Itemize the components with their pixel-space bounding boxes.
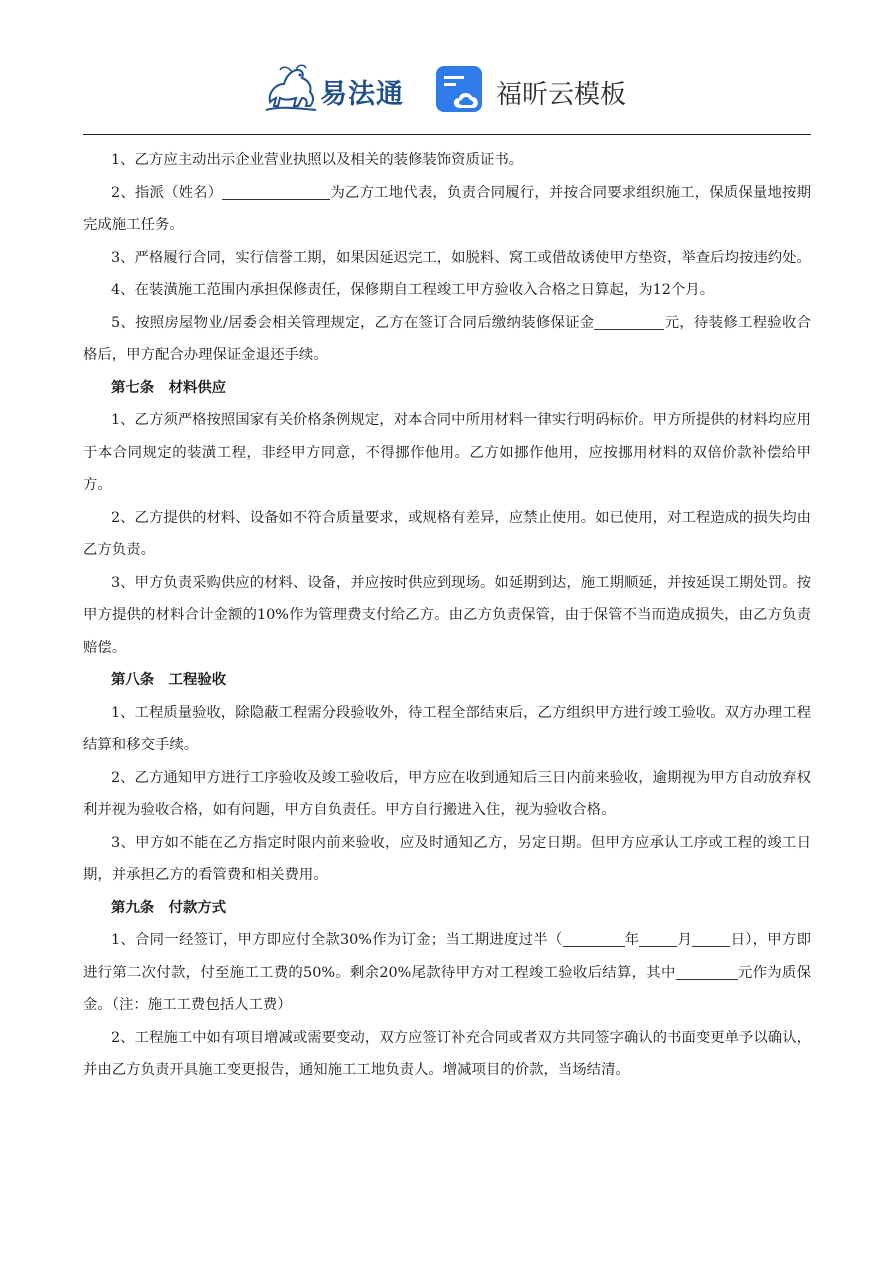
- clause6-item2: [83, 177, 811, 242]
- clause8-heading: 第八条 工程验收: [111, 671, 227, 688]
- day-blank[interactable]: [692, 930, 730, 947]
- item9-1-end: 元作为质保金。（注：施工工费包括人工费）: [83, 964, 811, 1013]
- clause9-heading: 第九条 付款方式: [111, 898, 227, 916]
- contract-body: [83, 144, 811, 1087]
- clause6-item4: 4、在装潢施工范围内承担保修责任，保修期自工程竣工甲方验收入合格之日算起，为12个月。: [111, 282, 715, 298]
- clause8-item1: 1、工程质量验收，除隐蔽工程需分段验收外，待工程全部结束后，乙方组织甲方进行竣工验收。双方办理工程结算和移交手续。: [83, 704, 811, 753]
- item5-lead: 5、按照房屋物业/居委会相关管理规定，乙方在签订合同后缴纳装修保证金: [111, 314, 595, 331]
- clause8-item2: 2、乙方通知甲方进行工序验收及竣工验收后，甲方应在收到通知后三日内前来验收，逾期视为甲方自动放弃权利并视为验收合格，如有问题，甲方自负责任。甲方自行搬进入住，视为验收合格。: [83, 769, 811, 818]
- clause6-item3: 3、严格履行合同，实行信誉工期，如果因延迟完工，如脱料、窝工或借故诱使甲方垫资，举查后均按违约处。: [111, 249, 811, 266]
- representative-name-blank[interactable]: [222, 183, 330, 200]
- deposit-amount-blank[interactable]: [594, 313, 664, 330]
- clause7-item2: 2、乙方提供的材料、设备如不符合质量要求，或规格有差异，应禁止使用。如已使用，对工程造成的损失均由乙方负责。: [83, 509, 811, 558]
- item2-rest: 为乙方工地代表，负责合同履行，并按合同要求组织施工，保质保量地按期完成施工任务。: [83, 184, 811, 233]
- foxit-cloud-template-logo: [434, 62, 634, 118]
- clause7-item1: 1、乙方须严格按照国家有关价格条例规定，对本合同中所用材料一律实行明码标价。甲方所提供的材料均应用于本合同规定的装潢工程，非经甲方同意，不得挪作他用。乙方如挪作他用，应按挪用材料的双倍价款补偿给甲方。: [83, 412, 811, 493]
- clause8-item3: 3、甲方如不能在乙方指定时限内前来验收，应及时通知乙方，另定日期。但甲方应承认工序或工程的竣工日期，并承担乙方的看管费和相关费用。: [83, 834, 811, 883]
- horse-emblem-icon: [262, 62, 320, 118]
- header-divider: [83, 134, 811, 135]
- item2-lead: 2、指派（姓名）: [111, 184, 223, 201]
- month-label: 月: [677, 932, 693, 948]
- item5-rest: 元，待装修工程验收合格后，甲方配合办理保证金退还手续。: [83, 314, 811, 363]
- year-label: 年: [624, 932, 640, 948]
- logo2-text: 福昕云模板: [496, 80, 627, 110]
- item9-1-lead: 1、合同一经签订，甲方即应付全款30%作为订金；当工期进度过半（: [111, 932, 563, 948]
- year-blank[interactable]: [563, 930, 625, 947]
- cloud-document-icon: [434, 64, 486, 116]
- clause6-item1: 1、乙方应主动出示企业营业执照以及相关的装修装饰资质证书。: [111, 152, 524, 168]
- item9-1-mid: 日），甲方即进行第二次付款，付至施工工费的50%。剩余20%尾款待甲方对工程竣工验收后结算，其中: [83, 932, 811, 981]
- clause7-item3: 3、甲方负责采购供应的材料、设备，并应按时供应到现场。如延期到达，施工期顺延，并按延误工期处罚。按甲方提供的材料合计金额的10%作为管理费支付给乙方。由乙方负责保管，由于保管不当而造成损失，由乙方负责赔偿。: [83, 574, 811, 656]
- logo1-text: 易法通: [320, 79, 404, 110]
- clause7-heading: 第七条 材料供应: [111, 378, 227, 396]
- page-header: [0, 52, 893, 122]
- warranty-amount-blank[interactable]: [676, 963, 738, 980]
- clause9-item1: [83, 924, 811, 1022]
- month-blank[interactable]: [639, 930, 677, 947]
- yifatong-logo: [262, 62, 412, 118]
- clause9-item2: 2、工程施工中如有项目增减或需要变动，双方应签订补充合同或者双方共同签字确认的书面变更单予以确认，并由乙方负责开具施工变更报告，通知施工工地负责人。增减项目的价款，当场结清。: [83, 1029, 811, 1078]
- clause6-item5: [83, 307, 811, 372]
